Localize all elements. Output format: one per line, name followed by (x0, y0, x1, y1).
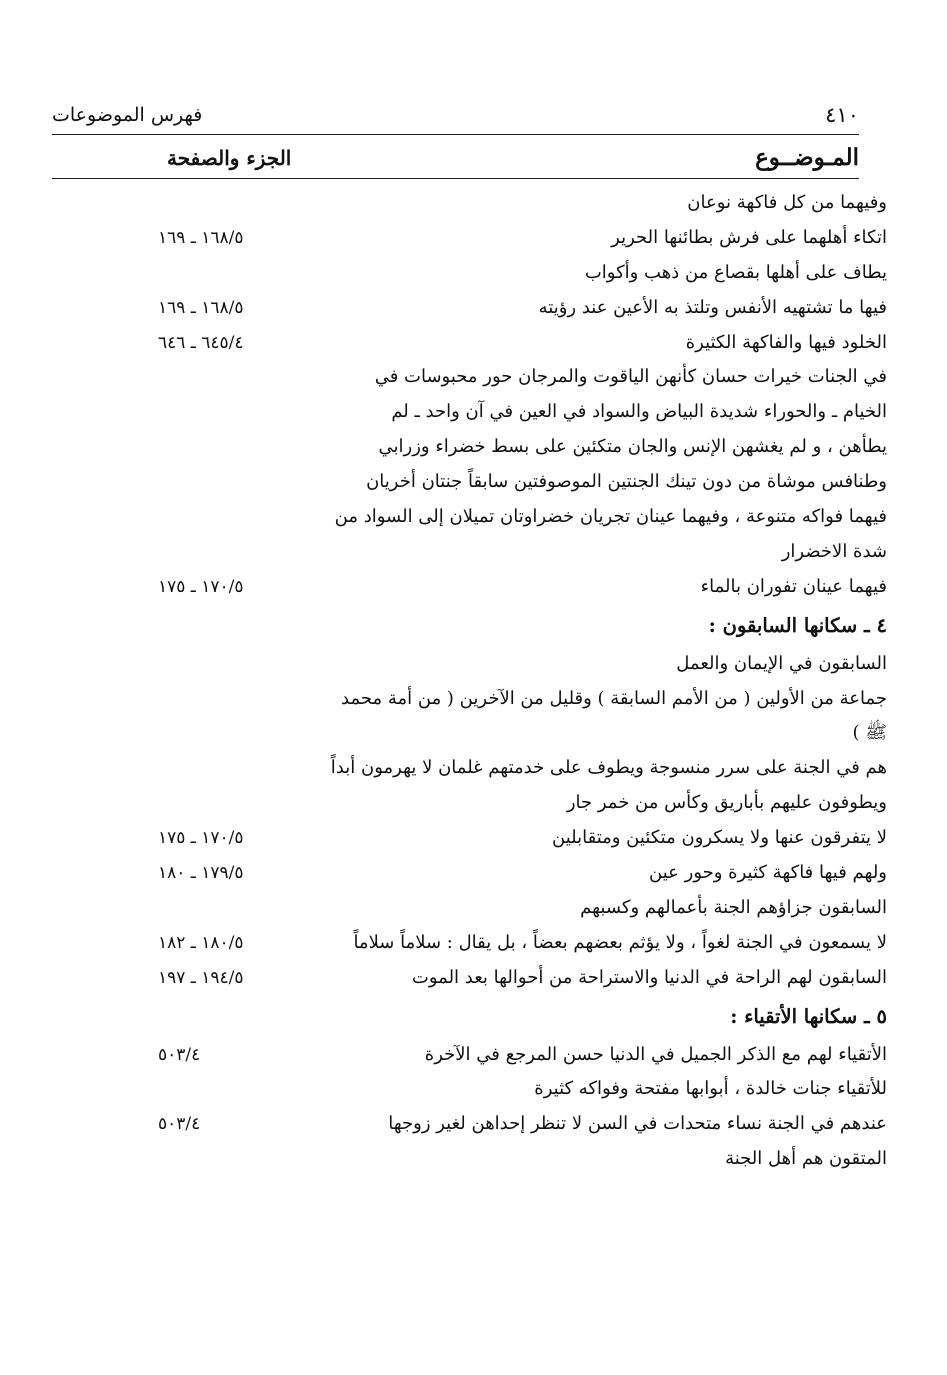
entry-page-reference: ١٩٤/٥ ـ ١٩٧ (158, 967, 244, 988)
entry-topic: وفيهما من كل فاكهة نوعان (687, 192, 887, 213)
section-heading (52, 605, 887, 647)
index-entry-row (52, 430, 887, 465)
entry-topic: شدة الاخضرار (781, 540, 887, 562)
entry-topic: الأتقياء لهم مع الذكر الجميل في الدنيا حسن المرجع في الآخرة (424, 1043, 887, 1065)
index-entry-row (52, 786, 887, 821)
entry-topic: هم في الجنة على سرر منسوجة ويطوف على خدمتهم غلمان لا يهرمون أبداً (330, 757, 887, 779)
entry-topic: الخلود فيها والفاكهة الكثيرة (685, 331, 887, 353)
index-entry-row (52, 291, 887, 326)
page-number: ٤١٠ (825, 103, 859, 127)
index-entry-row (52, 465, 887, 500)
entry-topic: وطنافس موشاة من دون تينك الجنتين الموصوفتين سابقاً جنتان أخريان (366, 471, 887, 493)
entry-page-reference: ٦٤٥/٤ ـ ٦٤٦ (158, 332, 244, 353)
entry-page-reference: ١٧٠/٥ ـ ١٧٥ (158, 576, 244, 597)
entry-topic: فيهما عينان تفوران بالماء (700, 575, 887, 597)
index-entry-row (52, 961, 887, 996)
index-entry-row (52, 500, 887, 535)
index-entry-row (52, 1072, 887, 1107)
index-entry-row (52, 360, 887, 395)
entry-page-reference: ١٦٨/٥ ـ ١٦٩ (158, 227, 244, 248)
index-entry-row (52, 716, 887, 751)
entry-topic: في الجنات خيرات حسان كأنهن الياقوت والمرجان حور محبوسات في (374, 366, 887, 388)
entry-page-reference: ٥٠٣/٤ (158, 1114, 201, 1135)
entry-topic: السابقون في الإيمان والعمل (676, 652, 887, 674)
section-heading-text: ٤ ـ سكانها السابقون : (708, 613, 887, 637)
section-heading (52, 996, 887, 1038)
index-entry-row (52, 186, 887, 221)
entry-topic: للأتقياء جنات خالدة ، أبوابها مفتحة وفواكه كثيرة (534, 1078, 887, 1100)
index-entry-row (52, 682, 887, 717)
index-entry-row (52, 856, 887, 891)
entry-topic: ولهم فيها فاكهة كثيرة وحور عين (649, 862, 887, 884)
index-entry-row (52, 395, 887, 430)
index-entry-row (52, 1142, 887, 1177)
index-entry-row (52, 821, 887, 856)
entry-topic: فيها ما تشتهيه الأنفس وتلتذ به الأعين عند رؤيته (538, 296, 887, 318)
entry-topic: عندهم في الجنة نساء متحدات في السن لا تنظر إحداهن لغير زوجها (388, 1113, 887, 1135)
entry-topic: جماعة من الأولين ( من الأمم السابقة ) وقليل من الآخرين ( من أمة محمد (341, 687, 887, 709)
entry-topic: لا يتفرقون عنها ولا يسكرون متكئين ومتقابلين (552, 827, 887, 849)
index-entry-row (52, 256, 887, 291)
entry-topic: السابقون جزاؤهم الجنة بأعمالهم وكسبهم (580, 896, 887, 918)
header-divider (52, 134, 859, 135)
index-entry-row (52, 221, 887, 256)
entry-topic: ﷺ ) (852, 722, 887, 744)
section-heading-text: ٥ ـ سكانها الأتقياء : (730, 1004, 887, 1028)
entry-topic: السابقون لهم الراحة في الدنيا والاستراحة من أحوالها بعد الموت (411, 966, 887, 988)
entry-page-reference: ٥٠٣/٤ (158, 1044, 201, 1065)
column-headers (52, 140, 859, 180)
entry-page-reference: ١٧٠/٥ ـ ١٧٥ (158, 828, 244, 849)
entry-topic: اتكاء أهلهما على فرش بطائنها الحرير (611, 226, 887, 248)
entry-topic: يطأهن ، و لم يغشهن الإنس والجان متكئين على بسط خضراء وزرابي (378, 436, 887, 458)
column-header-divider (52, 178, 859, 179)
running-header (52, 100, 859, 132)
reference-column-header: الجزء والصفحة (167, 146, 292, 170)
entry-page-reference: ١٨٠/٥ ـ ١٨٢ (158, 932, 244, 953)
index-entry-row (52, 535, 887, 570)
entry-topic: المتقون هم أهل الجنة (725, 1148, 887, 1170)
entry-topic: فيهما فواكه متنوعة ، وفيهما عينان تجريان خضراوتان تميلان إلى السواد من (334, 506, 887, 528)
index-entry-row (52, 1038, 887, 1073)
index-entry-row (52, 1107, 887, 1142)
entry-topic: يطاف على أهلها بقصاع من ذهب وأكواب (584, 261, 887, 283)
index-entry-row (52, 926, 887, 961)
index-entry-row (52, 570, 887, 605)
running-title: فهرس الموضوعات (52, 104, 203, 126)
index-entries (52, 186, 887, 1177)
index-entry-row (52, 891, 887, 926)
entry-topic: الخيام ـ والحوراء شديدة البياض والسواد في العين في آن واحد ـ لم (391, 401, 887, 423)
index-entry-row (52, 647, 887, 682)
index-entry-row (52, 326, 887, 361)
entry-page-reference: ١٧٩/٥ ـ ١٨٠ (158, 863, 244, 884)
entry-topic: لا يسمعون في الجنة لغواً ، ولا يؤثم بعضهم بعضاً ، بل يقال : سلاماً سلاماً (353, 931, 887, 953)
topic-column-header: المـوضــوع (755, 144, 859, 171)
entry-topic: ويطوفون عليهم بأباريق وكأس من خمر جار (566, 792, 887, 814)
index-entry-row (52, 751, 887, 786)
entry-page-reference: ١٦٨/٥ ـ ١٦٩ (158, 297, 244, 318)
